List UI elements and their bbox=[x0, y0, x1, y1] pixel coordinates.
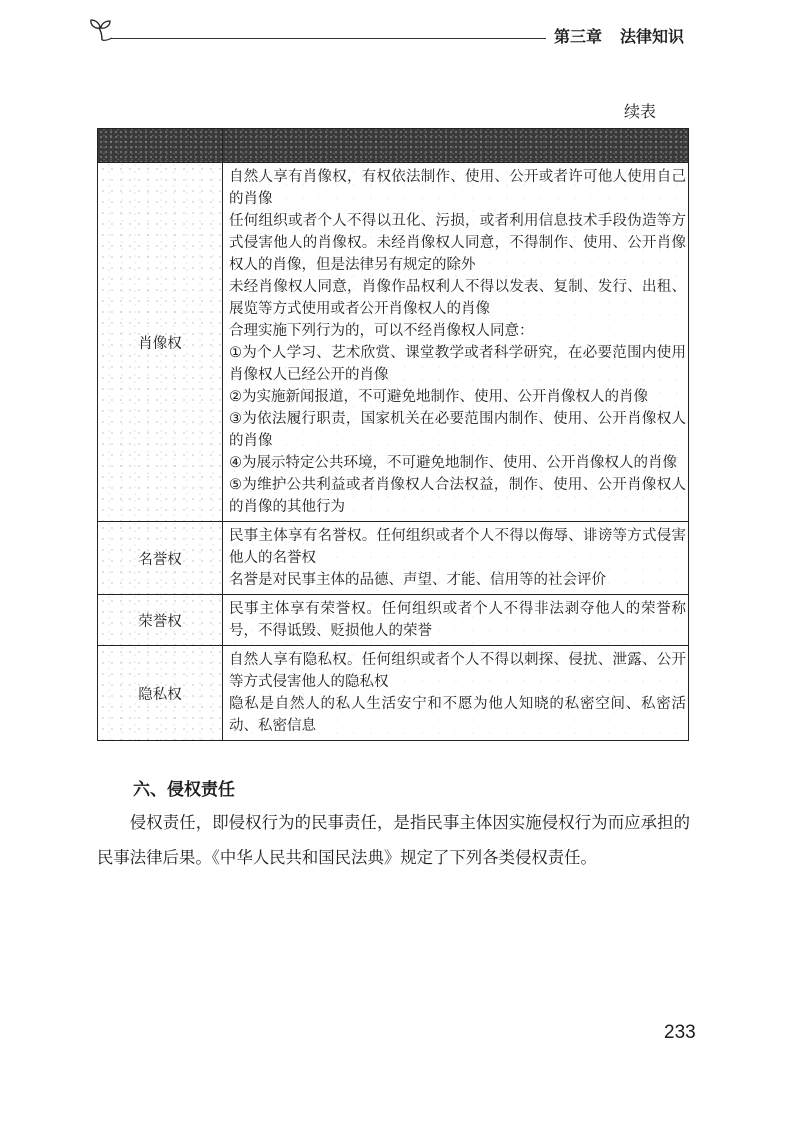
table-row bbox=[98, 646, 689, 741]
table-row bbox=[98, 163, 689, 522]
description-paragraph: 名誉是对民事主体的品德、声望、才能、信用等的社会评价 bbox=[229, 572, 606, 588]
description-paragraph: 自然人享有隐私权。任何组织或者个人不得以刺探、侵扰、泄露、公开等方式侵害他人的隐私权 bbox=[229, 652, 686, 690]
description-paragraph: ③为依法履行职责，国家机关在必要范围内制作、使用、公开肖像权人的肖像 bbox=[229, 411, 686, 449]
right-description-cell bbox=[223, 595, 689, 646]
table-header bbox=[98, 129, 689, 163]
running-header bbox=[554, 27, 684, 47]
description-paragraph: ①为个人学习、艺术欣赏、课堂教学或者科学研究，在必要范围内使用肖像权人已经公开的肖像 bbox=[229, 345, 686, 383]
table-continued-label: 续表 bbox=[624, 102, 657, 121]
description-paragraph: ⑤为维护公共利益或者肖像权人合法权益，制作、使用、公开肖像权人的肖像的其他行为 bbox=[229, 477, 686, 515]
header-rule bbox=[110, 38, 546, 39]
table-header-type-cell bbox=[98, 129, 223, 163]
chapter-title: 法律知识 bbox=[620, 27, 685, 46]
right-type-label: 荣誉权 bbox=[98, 595, 223, 646]
right-description-cell bbox=[223, 163, 689, 522]
table-header-content-cell bbox=[223, 129, 689, 163]
chapter-number: 第三章 bbox=[554, 27, 603, 46]
description-paragraph: 民事主体享有名誉权。任何组织或者个人不得以侮辱、诽谤等方式侵害他人的名誉权 bbox=[229, 528, 686, 566]
right-description-cell bbox=[223, 522, 689, 595]
page-number: 233 bbox=[664, 1022, 696, 1043]
description-paragraph: 未经肖像权人同意，肖像作品权利人不得以发表、复制、发行、出租、展览等方式使用或者公开肖像权人的肖像 bbox=[229, 279, 686, 317]
personality-rights-table bbox=[97, 128, 689, 741]
description-paragraph: 民事主体享有荣誉权。任何组织或者个人不得非法剥夺他人的荣誉称号，不得诋毁、贬损他人的荣誉 bbox=[229, 601, 686, 639]
table-row bbox=[98, 595, 689, 646]
description-paragraph: ②为实施新闻报道，不可避免地制作、使用、公开肖像权人的肖像 bbox=[229, 389, 648, 405]
table-body bbox=[98, 163, 689, 741]
section-heading: 六、侵权责任 bbox=[133, 780, 235, 800]
right-type-label: 肖像权 bbox=[98, 163, 223, 522]
description-paragraph: 合理实施下列行为的，可以不经肖像权人同意： bbox=[229, 323, 534, 339]
right-description-cell bbox=[223, 646, 689, 741]
table-header-row bbox=[98, 129, 689, 163]
right-type-label: 名誉权 bbox=[98, 522, 223, 595]
description-paragraph: 任何组织或者个人不得以丑化、污损，或者利用信息技术手段伪造等方式侵害他人的肖像权。未经肖像权人同意，不得制作、使用、公开肖像权人的肖像，但是法律另有规定的除外 bbox=[229, 213, 686, 273]
description-paragraph: ④为展示特定公共环境，不可避免地制作、使用、公开肖像权人的肖像 bbox=[229, 455, 677, 471]
right-type-label: 隐私权 bbox=[98, 646, 223, 741]
description-paragraph: 自然人享有肖像权，有权依法制作、使用、公开或者许可他人使用自己的肖像 bbox=[229, 169, 686, 207]
section-paragraph: 侵权责任，即侵权行为的民事责任，是指民事主体因实施侵权行为而应承担的民事法律后果。《中华人民共和国民法典》规定了下列各类侵权责任。 bbox=[97, 813, 690, 867]
table-row bbox=[98, 522, 689, 595]
description-paragraph: 隐私是自然人的私人生活安宁和不愿为他人知晓的私密空间、私密活动、私密信息 bbox=[229, 696, 686, 734]
